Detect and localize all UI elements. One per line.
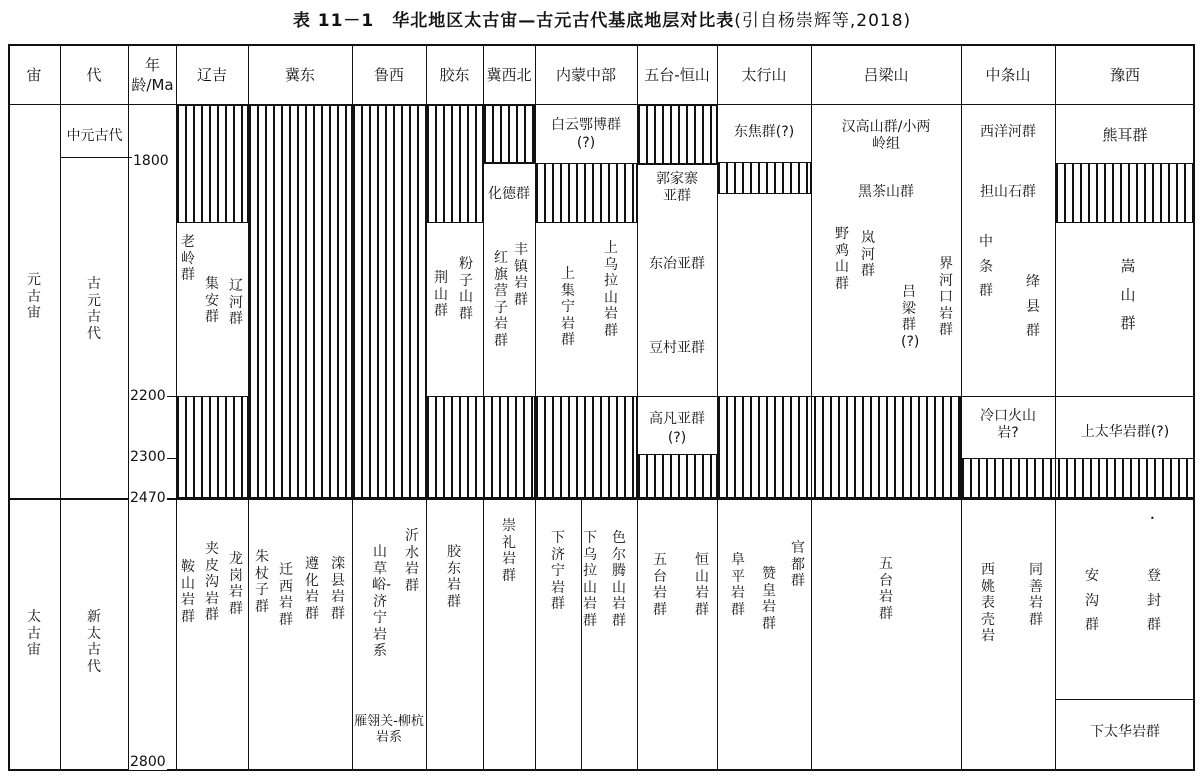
hatch-jidong-full [248,105,352,498]
unit-jiehekou: 界河口岩群 [939,256,953,339]
eon-archean: 太古宙 [27,609,41,659]
unit-qianxi: 迁西岩群 [279,562,293,628]
hatch-luxi-full [352,105,426,498]
rule [8,104,1195,105]
unit-xiataihua: 下太华岩群 [1090,724,1160,740]
era-neoarchean: 新太古代 [87,609,101,675]
age-2200: 2200 [130,388,166,404]
hatch-neimeng-low [535,396,637,498]
hatch-jiaodong-top [426,105,483,223]
unit-anguo: 安沟群 [1085,568,1099,633]
unit-jian: 集安群 [205,276,219,326]
table-title-main: 表 11－1 华北地区太古宙—古元古代基底地层对比表 [292,11,735,31]
hatch-jixibei-top [483,105,535,163]
header-region-wutai: 五台-恒山 [644,66,710,84]
speck: • [1150,514,1155,523]
rule [961,44,962,771]
unit-fenzishan: 粉子山群 [459,256,473,322]
unit-zunhua: 遵化岩群 [305,556,319,622]
rule [999,498,1000,769]
header-region-jidong: 冀东 [284,66,315,84]
hatch-wutai-low [637,454,717,498]
correlation-table [8,44,1195,771]
era-mesoproterozoic: 中元古代 [66,128,123,144]
rule [811,44,812,771]
age-2800: 2800 [130,754,166,770]
rule [1055,699,1195,700]
unit-shangjining: 上集宁岩群 [561,266,575,349]
header-region-neimeng: 内蒙中部 [555,66,616,84]
rule [8,498,1195,500]
unit-shangwulashan: 上乌拉山岩群 [604,240,618,339]
unit-fuping: 阜平岩群 [731,552,745,618]
unit-laoling: 老岭群 [181,234,195,284]
unit-lanhe: 岚河群 [861,230,875,280]
unit-huade: 化德群 [488,186,530,202]
unit-shancaoyu: 山草峪-济宁岩系 [372,544,392,660]
rule [717,44,718,771]
unit-xiong-er: 熊耳群 [1102,126,1148,144]
unit-lvliang: 吕梁群(?) [901,284,920,350]
unit-dongjiao: 东焦群(?) [733,124,795,140]
rule [1193,44,1195,771]
rule [352,44,353,771]
rule [8,44,10,771]
unit-fengzhen: 丰镇岩群 [514,242,528,308]
unit-seertengshan: 色尔腾山岩群 [612,530,626,629]
rule [128,44,129,771]
rule [483,44,484,771]
hatch-neimeng-mid [535,163,637,223]
unit-chongli: 崇礼岩群 [502,518,516,584]
age-2300: 2300 [130,449,166,465]
unit-luanxian: 滦县岩群 [331,556,345,622]
header-region-liaoji: 辽吉 [196,66,227,84]
unit-hangaoshan: 汉高山群/小两岭组 [841,119,931,152]
header-region-luxi: 鲁西 [373,66,404,84]
rule [8,44,1195,46]
unit-wutai-wutai: 五台岩群 [653,552,667,618]
rule [176,44,177,771]
rule [961,396,1195,397]
header-region-zhongtiao: 中条山 [985,66,1031,84]
header-region-jiaodong: 胶东 [439,66,470,84]
unit-hengshan: 恒山岩群 [695,552,709,618]
unit-guandu: 官都群 [791,540,805,590]
era-paleoproterozoic: 古元古代 [87,276,101,342]
hatch-taihang-mid [717,162,811,194]
unit-yanchiguan: 雁翎关-柳杭岩系 [354,714,424,745]
unit-xiawulashan: 下乌拉山岩群 [583,530,597,629]
unit-longgang: 龙岗岩群 [229,551,243,617]
hatch-zhongtiao-yuxi-low [961,458,1195,498]
unit-yejishan: 野鸡山群 [835,226,849,292]
header-age: 年龄/Ma [131,56,174,94]
unit-xiajining: 下济宁岩群 [551,530,565,613]
hatch-liaoji-low [176,396,248,498]
age-1800: 1800 [133,153,169,169]
header-era: 代 [86,66,102,84]
unit-yishui: 沂水岩群 [405,528,419,594]
rule [535,44,536,771]
unit-jiaodong: 胶东岩群 [447,544,461,610]
unit-zanhuang: 赞皇岩群 [762,566,776,632]
eon-proterozoic: 元古宙 [27,272,41,322]
unit-liaohe: 辽河群 [229,278,243,328]
header-region-taihang: 太行山 [741,66,787,84]
unit-gaofan: 高凡亚群 [649,411,705,427]
rule [426,44,427,771]
unit-jiangxian: 绛县群 [1026,274,1040,339]
table-title-source: (引自杨崇辉等,2018) [734,11,912,31]
unit-zhuzhangzi: 朱杖子群 [255,549,269,615]
unit-doucun: 豆村亚群 [649,340,705,356]
unit-songshan: 嵩山群 [1120,257,1136,332]
header-region-jixibei: 冀西北 [486,66,532,84]
unit-guojiazhai: 郭家寨亚群 [656,171,698,204]
unit-jiapigou: 夹皮沟岩群 [205,541,219,624]
unit-danshanshi: 担山石群 [980,184,1036,200]
hatch-wutai-top [637,105,717,164]
rule [60,44,61,771]
unit-dongye: 东冶亚群 [649,256,705,272]
rule [535,163,637,164]
rule [483,163,535,164]
rule [637,164,717,165]
header-region-lvliang: 吕梁山 [863,66,909,84]
unit-baiyun-q: (?) [576,135,596,151]
rule [8,769,1195,771]
unit-anshan: 鞍山岩群 [181,559,195,625]
header-eon: 宙 [26,66,42,84]
hatch-jiaodong-low [426,396,535,498]
unit-jingshan: 荆山群 [434,270,448,320]
unit-shangtaihua: 上太华岩群(?) [1080,424,1170,440]
unit-zhongtiao: 中条群 [979,234,993,299]
unit-gaofan-q: (?) [667,430,687,446]
unit-lengkou: 冷口火山岩? [980,408,1036,441]
hatch-liaoji-top [176,105,248,223]
unit-lvliang-wutai: 五台岩群 [879,556,893,622]
age-2470: 2470 [130,490,166,506]
unit-tongshan: 同善岩群 [1029,562,1043,628]
unit-hongqiyingzi: 红旗营子岩群 [494,250,508,349]
rule [1055,44,1056,771]
rule [60,157,128,158]
rule [637,396,717,397]
header-region-yuxi: 豫西 [1109,66,1140,84]
rule [637,44,638,771]
hatch-taihang-lvliang-low [717,396,961,498]
rule [248,44,249,771]
hatch-yuxi-mid [1055,163,1195,223]
table-title [0,6,1204,31]
unit-dengfeng: 登封群 [1147,568,1161,633]
unit-heichashan: 黑茶山群 [858,184,914,200]
unit-xiyanghe: 西洋河群 [980,124,1036,140]
unit-xiyao: 西姚表壳岩 [981,562,995,645]
unit-baiyun: 白云鄂博群 [551,117,621,133]
